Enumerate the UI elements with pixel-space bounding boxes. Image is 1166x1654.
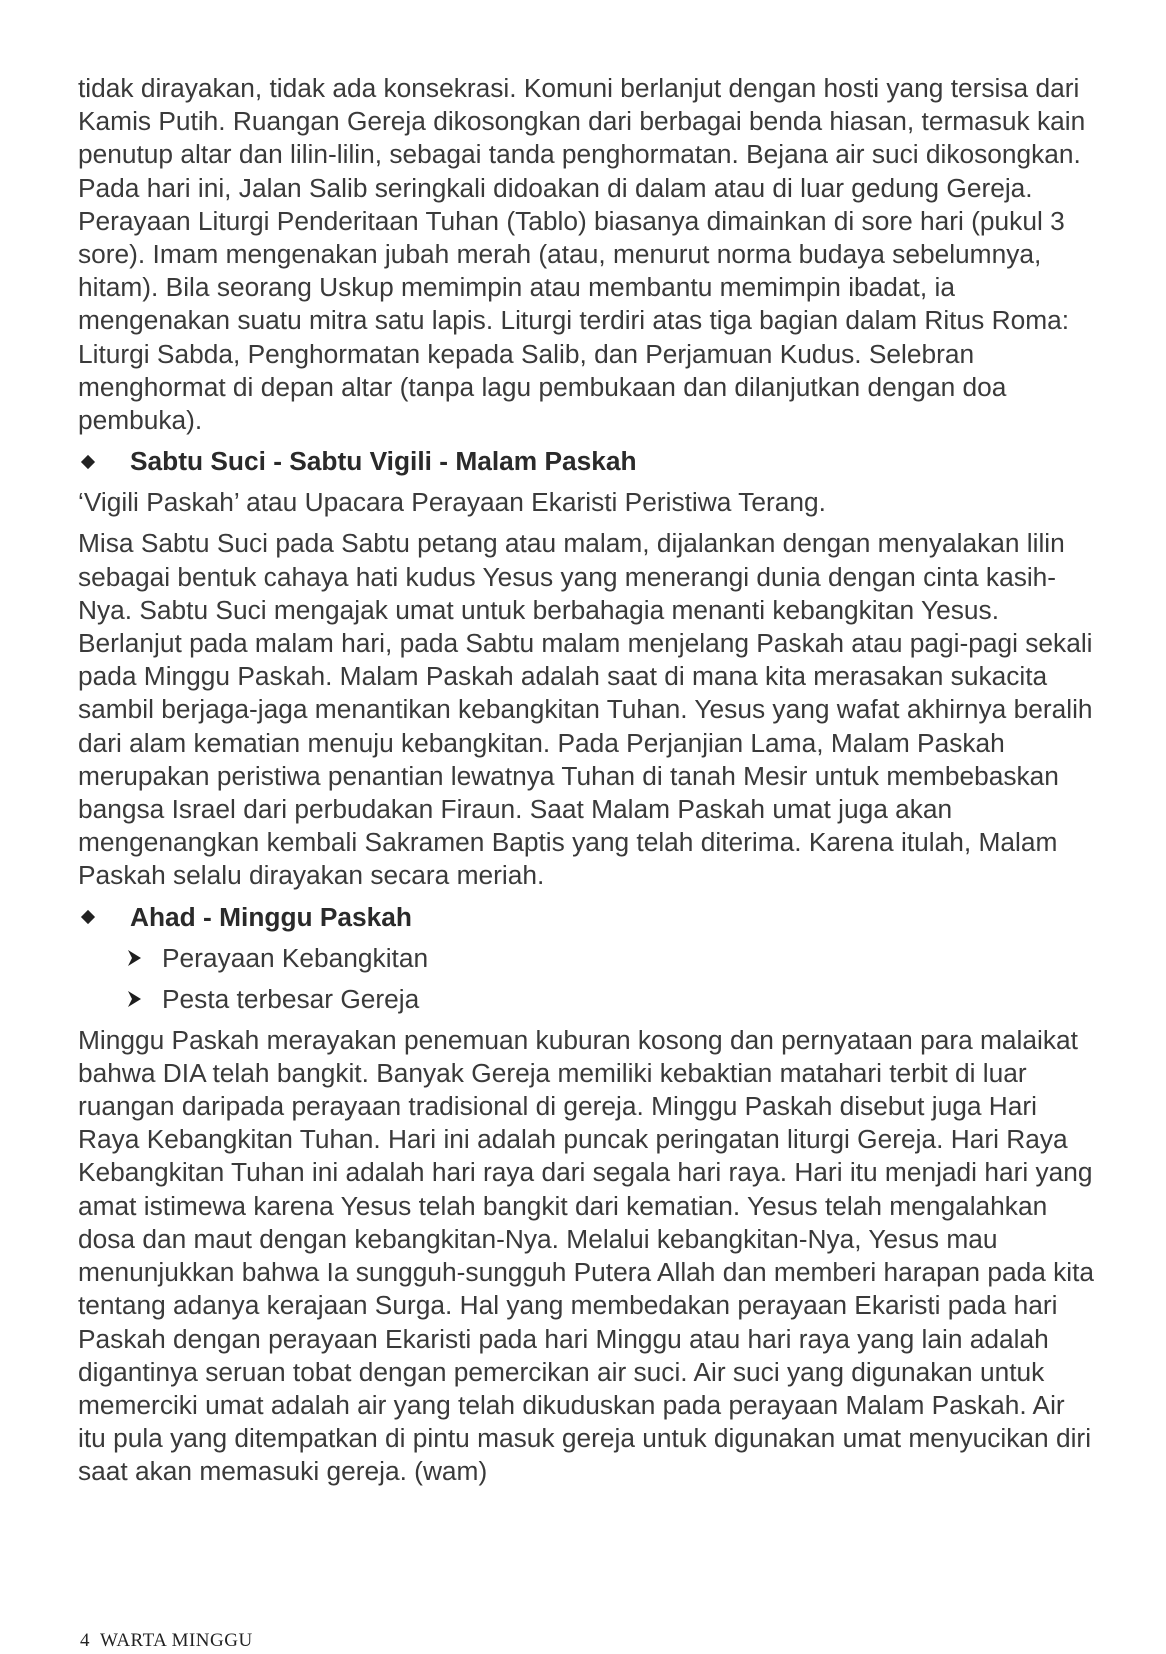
page-footer (80, 1630, 253, 1652)
paragraph-intro: tidak dirayakan, tidak ada konsekrasi. Komuni berlanjut dengan hosti yang tersisa dari Kamis Putih. Ruangan Gereja dikosongkan dari berbagai benda hiasan, termasuk kain penutup altar dan lilin-lilin, sebagai tanda penghormatan. Bejana air suci dikosongkan. Pada hari ini, Jalan Salib seringkali didoakan di dalam atau di luar gedung Gereja. Perayaan Liturgi Penderitaan Tuhan (Tablo) biasanya dimainkan di sore hari (pukul 3 sore). Imam mengenakan jubah merah (atau, menurut norma budaya sebelumnya, hitam). Bila seorang Uskup memimpin atau membantu memimpin ibadat, ia mengenakan suatu mitra satu lapis. Liturgi terdiri atas tiga bagian dalam Ritus Roma: Liturgi Sabda, Penghormatan kepada Salib, dan Perjamuan Kudus. Selebran menghormat di depan altar (tanpa lagu pembukaan dan dilanjutkan dengan doa pembuka). (78, 73, 1086, 436)
paragraph-sabtu-body: Misa Sabtu Suci pada Sabtu petang atau malam, dijalankan dengan menyalakan lilin sebagai bentuk cahaya hati kudus Yesus yang menerangi dunia dengan cinta kasih-Nya. Sabtu Suci mengajak umat untuk berbahagia menanti kebangkitan Yesus. Berlanjut pada malam hari, pada Sabtu malam menjelang Paskah atau pagi-pagi sekali pada Minggu Paskah. Malam Paskah adalah saat di mana kita merasakan sukacita sambil berjaga-jaga menantikan kebangkitan Tuhan. Yesus yang wafat akhirnya beralih dari alam kematian menuju kebangkitan. Pada Perjanjian Lama, Malam Paskah merupakan peristiwa penantian lewatnya Tuhan di tanah Mesir untuk membebaskan bangsa Israel dari perbudakan Firaun. Saat Malam Paskah umat juga akan mengenangkan kembali Sakramen Baptis yang telah diterima. Karena itulah, Malam Paskah selalu dirayakan secara meriah. (78, 528, 1093, 891)
paragraph-vigili-subtitle: ‘Vigili Paskah’ atau Upacara Perayaan Ekaristi Peristiwa Terang. (78, 487, 826, 518)
diamond-bullet-icon (81, 910, 95, 924)
heading-minggu-paskah-label: Ahad - Minggu Paskah (130, 901, 412, 932)
diamond-bullet-icon (81, 455, 95, 469)
chevron-right-icon (126, 989, 144, 1009)
sub-list-item-label: Perayaan Kebangkitan (162, 942, 429, 973)
paragraph-minggu-body: Minggu Paskah merayakan penemuan kuburan kosong dan pernyataan para malaikat bahwa DIA telah bangkit. Banyak Gereja memiliki kebaktian matahari terbit di luar ruangan daripada perayaan tradisional di gereja. Minggu Paskah disebut juga Hari Raya Kebangkitan Tuhan. Hari ini adalah puncak peringatan liturgi Gereja. Hari Raya Kebangkitan Tuhan ini adalah hari raya dari segala hari raya. Hari itu menjadi hari yang amat istimewa karena Yesus telah bangkit dari kematian. Yesus telah mengalahkan dosa dan maut dengan kebangkitan-Nya. Melalui kebangkitan-Nya, Yesus mau menunjukkan bahwa Ia sungguh-sungguh Putera Allah dan memberi harapan pada kita tentang adanya kerajaan Surga. Hal yang membedakan perayaan Ekaristi pada hari Paskah dengan perayaan Ekaristi pada hari Minggu atau hari raya yang lain adalah digantinya seruan tobat dengan pemercikan air suci. Air suci yang digunakan untuk memerciki umat adalah air yang telah dikuduskan pada perayaan Malam Paskah. Air itu pula yang ditempatkan di pintu masuk gereja untuk digunakan umat menyucikan diri saat akan memasuki gereja. (wam) (78, 1024, 1095, 1487)
sub-list-item (78, 942, 1098, 975)
article-body (78, 72, 1098, 1489)
heading-sabtu-suci-label: Sabtu Suci - Sabtu Vigili - Malam Paskah (130, 446, 637, 477)
publication-name: WARTA MINGGU (100, 1630, 253, 1651)
chevron-right-icon (126, 948, 144, 968)
heading-sabtu-suci (78, 445, 1098, 478)
sub-list-item (78, 983, 1098, 1016)
heading-minggu-paskah (78, 901, 1098, 934)
page-number: 4 (80, 1630, 90, 1651)
sub-list-item-label: Pesta terbesar Gereja (162, 983, 420, 1014)
